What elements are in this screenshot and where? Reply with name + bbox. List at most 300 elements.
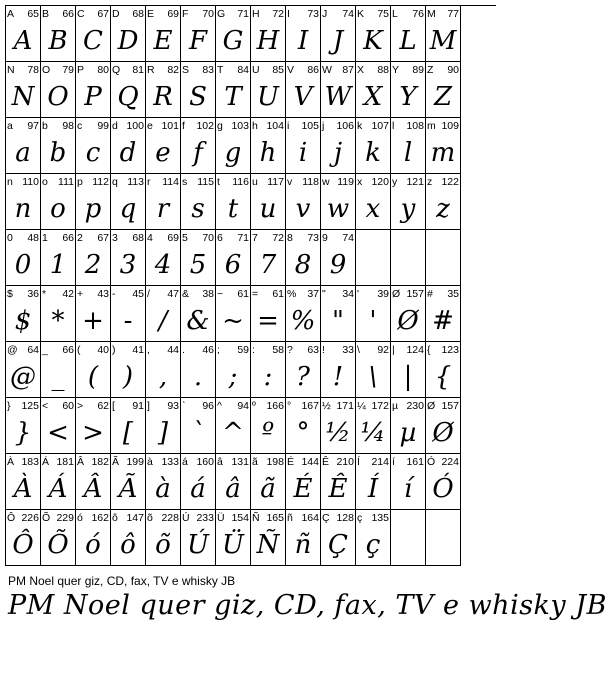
glyph-code: 85 — [272, 64, 284, 76]
glyph-label — [287, 176, 319, 188]
glyph-sample: P — [84, 81, 102, 112]
glyph-sample: ½ — [325, 417, 351, 448]
glyph-char: v — [287, 176, 293, 188]
glyph-sample: Õ — [47, 529, 69, 560]
glyph-code: 59 — [237, 344, 249, 356]
glyph-cell — [41, 6, 76, 62]
glyph-sample: Ã — [118, 473, 138, 504]
glyph-char: 6 — [217, 232, 223, 244]
glyph-sample: H — [256, 25, 280, 56]
glyph-label — [252, 64, 284, 76]
glyph-label — [252, 400, 284, 412]
glyph-char: A — [7, 8, 15, 20]
glyph-label — [182, 344, 214, 356]
glyph-code: 118 — [302, 176, 319, 188]
glyph-cell — [426, 286, 461, 342]
glyph-label — [357, 288, 389, 300]
glyph-label — [217, 400, 249, 412]
glyph-char: 2 — [77, 232, 83, 244]
glyph-char: - — [112, 288, 116, 300]
glyph-sample: m — [430, 137, 456, 168]
glyph-label — [182, 456, 214, 468]
glyph-sample: É — [293, 473, 313, 504]
glyph-cell — [216, 454, 251, 510]
glyph-char: e — [147, 120, 153, 132]
glyph-cell — [41, 342, 76, 398]
glyph-sample: _ — [51, 361, 65, 392]
glyph-char: ç — [357, 512, 363, 524]
glyph-char: T — [217, 64, 224, 76]
empty-cell — [426, 230, 461, 286]
glyph-code: 107 — [371, 120, 389, 132]
glyph-cell — [146, 6, 181, 62]
glyph-sample: / — [158, 305, 168, 336]
glyph-char: F — [182, 8, 189, 20]
glyph-code: 199 — [126, 456, 144, 468]
glyph-code: 69 — [167, 8, 179, 20]
glyph-label — [147, 64, 179, 76]
glyph-cell — [426, 62, 461, 118]
glyph-cell — [41, 398, 76, 454]
glyph-code: 226 — [21, 512, 39, 524]
glyph-code: 81 — [132, 64, 144, 76]
glyph-sample: , — [158, 361, 168, 392]
glyph-cell — [41, 454, 76, 510]
glyph-sample: 8 — [294, 249, 312, 280]
glyph-sample: 6 — [224, 249, 242, 280]
glyph-label — [217, 288, 249, 300]
glyph-cell — [181, 454, 216, 510]
glyph-label — [392, 8, 424, 20]
glyph-cell — [426, 174, 461, 230]
glyph-code: 160 — [196, 456, 214, 468]
glyph-code: 109 — [441, 120, 459, 132]
glyph-cell — [6, 454, 41, 510]
glyph-cell — [111, 398, 146, 454]
glyph-cell — [286, 62, 321, 118]
glyph-sample: ' — [369, 305, 377, 336]
glyph-sample: [ — [122, 417, 134, 448]
glyph-cell — [6, 62, 41, 118]
glyph-sample: : — [263, 361, 273, 392]
glyph-char: s — [182, 176, 188, 188]
glyph-cell — [181, 286, 216, 342]
glyph-code: 88 — [377, 64, 389, 76]
glyph-code: 183 — [21, 456, 39, 468]
glyph-label — [392, 344, 424, 356]
glyph-sample: ) — [122, 361, 134, 392]
glyph-cell — [181, 6, 216, 62]
glyph-sample: Ñ — [256, 529, 280, 560]
glyph-cell — [111, 286, 146, 342]
glyph-char: / — [147, 288, 150, 300]
glyph-cell — [286, 230, 321, 286]
glyph-char: ñ — [287, 512, 293, 524]
glyph-label — [77, 400, 109, 412]
glyph-char: H — [252, 8, 260, 20]
glyph-sample: g — [224, 137, 242, 168]
glyph-label — [147, 176, 179, 188]
glyph-sample: d — [119, 137, 137, 168]
glyph-char: o — [42, 176, 48, 188]
glyph-code: 63 — [307, 344, 319, 356]
glyph-cell — [146, 174, 181, 230]
glyph-char: Ü — [217, 512, 225, 524]
glyph-cell — [6, 230, 41, 286]
glyph-cell — [251, 6, 286, 62]
glyph-code: 43 — [97, 288, 109, 300]
glyph-cell — [146, 454, 181, 510]
glyph-code: 39 — [377, 288, 389, 300]
glyph-code: 165 — [266, 512, 284, 524]
glyph-char: d — [112, 120, 118, 132]
glyph-label — [427, 120, 459, 132]
glyph-code: 115 — [197, 176, 214, 188]
glyph-row — [6, 174, 496, 230]
glyph-code: 41 — [132, 344, 144, 356]
glyph-code: 68 — [132, 232, 144, 244]
glyph-code: 124 — [406, 344, 424, 356]
glyph-code: 48 — [27, 232, 39, 244]
glyph-sample: q — [119, 193, 137, 224]
glyph-char: & — [182, 288, 190, 300]
glyph-label — [77, 512, 109, 524]
glyph-cell — [286, 286, 321, 342]
glyph-char: ¼ — [357, 400, 366, 412]
glyph-code: 101 — [161, 120, 179, 132]
glyph-char: n — [7, 176, 13, 188]
glyph-code: 68 — [132, 8, 144, 20]
glyph-label — [147, 512, 179, 524]
glyph-label — [182, 512, 214, 524]
glyph-code: 113 — [127, 176, 144, 188]
glyph-cell — [146, 342, 181, 398]
glyph-char: $ — [7, 288, 13, 300]
glyph-cell — [111, 62, 146, 118]
glyph-sample: Ø — [397, 305, 419, 336]
glyph-code: 70 — [202, 8, 214, 20]
glyph-char: 3 — [112, 232, 118, 244]
glyph-code: 214 — [371, 456, 389, 468]
glyph-cell — [6, 510, 41, 566]
glyph-label — [7, 344, 39, 356]
glyph-sample: í — [403, 473, 413, 504]
glyph-label — [252, 344, 284, 356]
glyph-code: 102 — [196, 120, 214, 132]
glyph-row — [6, 510, 496, 566]
glyph-cell — [286, 454, 321, 510]
glyph-char: ' — [357, 288, 360, 300]
glyph-code: 76 — [412, 8, 424, 20]
glyph-row — [6, 118, 496, 174]
glyph-code: 66 — [62, 232, 74, 244]
glyph-char: w — [322, 176, 330, 188]
glyph-char: u — [252, 176, 258, 188]
glyph-cell — [251, 510, 286, 566]
glyph-label — [357, 176, 389, 188]
glyph-code: 84 — [237, 64, 249, 76]
glyph-char: Ô — [7, 512, 16, 524]
glyph-cell — [321, 398, 356, 454]
glyph-code: 58 — [272, 344, 284, 356]
glyph-code: 86 — [307, 64, 319, 76]
glyph-label — [322, 344, 354, 356]
glyph-label — [147, 456, 179, 468]
glyph-code: 66 — [62, 8, 74, 20]
glyph-code: 122 — [441, 176, 459, 188]
glyph-sample: h — [259, 137, 277, 168]
glyph-sample: z — [436, 193, 450, 224]
glyph-char: l — [392, 120, 395, 132]
glyph-char: } — [7, 400, 11, 412]
glyph-code: 233 — [196, 512, 214, 524]
glyph-label — [182, 8, 214, 20]
glyph-label — [427, 288, 459, 300]
glyph-sample: v — [295, 193, 311, 224]
glyph-row — [6, 62, 496, 118]
glyph-cell — [111, 6, 146, 62]
sample-caption: PM Noel quer giz, CD, fax, TV e whisky JB — [8, 574, 236, 588]
glyph-code: 103 — [231, 120, 249, 132]
glyph-char: à — [147, 456, 153, 468]
glyph-sample: * — [51, 305, 65, 336]
glyph-label — [287, 400, 319, 412]
glyph-code: 64 — [27, 344, 39, 356]
glyph-label — [392, 288, 424, 300]
glyph-row — [6, 6, 496, 62]
glyph-char: É — [287, 456, 295, 468]
glyph-label — [252, 8, 284, 20]
glyph-code: 78 — [27, 64, 39, 76]
glyph-label — [7, 64, 39, 76]
glyph-sample: Á — [48, 473, 68, 504]
glyph-label — [42, 288, 74, 300]
glyph-cell — [251, 174, 286, 230]
glyph-cell — [111, 454, 146, 510]
glyph-cell — [76, 398, 111, 454]
glyph-cell — [216, 62, 251, 118]
glyph-char: r — [147, 176, 151, 188]
glyph-char: ã — [252, 456, 258, 468]
glyph-label — [287, 64, 319, 76]
glyph-sample: ( — [87, 361, 99, 392]
glyph-cell — [6, 174, 41, 230]
glyph-char: ? — [287, 344, 293, 356]
glyph-code: 33 — [342, 344, 354, 356]
glyph-sample: F — [188, 25, 208, 56]
glyph-cell — [146, 62, 181, 118]
glyph-char: Ú — [182, 512, 190, 524]
glyph-cell — [111, 118, 146, 174]
glyph-sample: V — [293, 81, 313, 112]
glyph-cell — [251, 454, 286, 510]
glyph-cell — [111, 510, 146, 566]
glyph-code: 106 — [336, 120, 354, 132]
glyph-sample: B — [48, 25, 68, 56]
glyph-label — [42, 120, 74, 132]
glyph-char: h — [252, 120, 258, 132]
glyph-char: @ — [7, 344, 18, 356]
glyph-sample: Í — [367, 473, 379, 504]
glyph-char: 1 — [42, 232, 48, 244]
glyph-sample: w — [326, 193, 350, 224]
glyph-code: 181 — [56, 456, 74, 468]
glyph-char: 7 — [252, 232, 258, 244]
glyph-sample: ] — [157, 417, 169, 448]
glyph-cell — [146, 510, 181, 566]
glyph-char: Â — [77, 456, 85, 468]
glyph-code: 94 — [237, 400, 249, 412]
glyph-sample: = — [257, 305, 279, 336]
glyph-cell — [6, 342, 41, 398]
glyph-char: W — [322, 64, 332, 76]
glyph-label — [42, 8, 74, 20]
glyph-code: 71 — [237, 232, 249, 244]
glyph-label — [427, 344, 459, 356]
glyph-char: º — [252, 400, 256, 412]
glyph-char: ° — [287, 400, 292, 412]
glyph-code: 37 — [307, 288, 319, 300]
glyph-code: 60 — [62, 400, 74, 412]
glyph-char: g — [217, 120, 223, 132]
glyph-sample: u — [259, 193, 277, 224]
glyph-code: 99 — [97, 120, 109, 132]
glyph-sample: ã — [260, 473, 276, 504]
glyph-sample: . — [193, 361, 203, 392]
glyph-label — [322, 176, 354, 188]
glyph-sample: \ — [368, 361, 378, 392]
glyph-cell — [76, 454, 111, 510]
glyph-sample: Ó — [432, 473, 454, 504]
glyph-cell — [41, 286, 76, 342]
glyph-sample: Z — [433, 81, 453, 112]
glyph-label — [427, 64, 459, 76]
glyph-sample: T — [224, 81, 242, 112]
glyph-code: 46 — [202, 344, 214, 356]
empty-cell — [426, 510, 461, 566]
glyph-cell — [76, 510, 111, 566]
glyph-code: 35 — [447, 288, 459, 300]
glyph-sample: n — [14, 193, 32, 224]
glyph-label — [77, 176, 109, 188]
glyph-cell — [391, 286, 426, 342]
glyph-code: 117 — [267, 176, 284, 188]
glyph-sample: S — [189, 81, 207, 112]
glyph-cell — [251, 230, 286, 286]
glyph-char: ^ — [217, 400, 222, 412]
glyph-code: 147 — [126, 512, 144, 524]
glyph-char: t — [217, 176, 220, 188]
glyph-label — [182, 400, 214, 412]
glyph-sample: Q — [117, 81, 139, 112]
glyph-cell — [181, 510, 216, 566]
glyph-char: [ — [112, 400, 115, 412]
glyph-sample: K — [363, 25, 383, 56]
glyph-label — [147, 120, 179, 132]
glyph-sample: ; — [228, 361, 238, 392]
glyph-cell — [181, 342, 216, 398]
glyph-label — [392, 176, 424, 188]
glyph-cell — [6, 118, 41, 174]
glyph-code: 157 — [441, 400, 459, 412]
glyph-code: 45 — [132, 288, 144, 300]
glyph-cell — [216, 6, 251, 62]
glyph-char: ; — [217, 344, 220, 356]
glyph-label — [7, 456, 39, 468]
glyph-label — [112, 288, 144, 300]
glyph-code: 164 — [301, 512, 319, 524]
glyph-cell — [76, 342, 111, 398]
glyph-cell — [6, 286, 41, 342]
glyph-sample: á — [190, 473, 206, 504]
glyph-cell — [251, 398, 286, 454]
glyph-sample: G — [222, 25, 244, 56]
glyph-sample: @ — [10, 361, 36, 392]
glyph-cell — [251, 342, 286, 398]
glyph-char: O — [42, 64, 51, 76]
glyph-char: . — [182, 344, 185, 356]
glyph-code: 61 — [272, 288, 284, 300]
glyph-cell — [356, 118, 391, 174]
glyph-label — [287, 232, 319, 244]
glyph-cell — [356, 510, 391, 566]
glyph-label — [147, 400, 179, 412]
glyph-label — [7, 288, 39, 300]
glyph-label — [7, 512, 39, 524]
glyph-cell — [321, 510, 356, 566]
glyph-cell — [181, 62, 216, 118]
glyph-sample: | — [403, 361, 413, 392]
glyph-sample: ^ — [222, 417, 244, 448]
glyph-code: 172 — [371, 400, 389, 412]
glyph-sample: f — [193, 137, 203, 168]
glyph-char: + — [77, 288, 84, 300]
glyph-char: D — [112, 8, 120, 20]
glyph-char: k — [357, 120, 363, 132]
glyph-sample: & — [186, 305, 210, 336]
glyph-char: G — [217, 8, 226, 20]
glyph-code: 77 — [447, 8, 459, 20]
glyph-sample: > — [82, 417, 104, 448]
glyph-sample: 5 — [189, 249, 207, 280]
glyph-char: â — [217, 456, 223, 468]
glyph-label — [287, 8, 319, 20]
glyph-char: Z — [427, 64, 434, 76]
glyph-cell — [391, 342, 426, 398]
glyph-char: õ — [147, 512, 153, 524]
glyph-label — [427, 8, 459, 20]
glyph-label — [287, 288, 319, 300]
glyph-cell — [356, 342, 391, 398]
glyph-cell — [146, 286, 181, 342]
sample-script-rendering: PM Noel quer giz, CD, fax, TV e whisky JB — [8, 590, 607, 621]
glyph-char: # — [427, 288, 433, 300]
glyph-char: X — [357, 64, 365, 76]
glyph-sample: 0 — [14, 249, 32, 280]
glyph-cell — [286, 174, 321, 230]
glyph-char: M — [427, 8, 436, 20]
glyph-char: ó — [77, 512, 83, 524]
glyph-label — [42, 344, 74, 356]
glyph-code: 38 — [202, 288, 214, 300]
glyph-char: q — [112, 176, 118, 188]
glyph-sample: - — [123, 305, 133, 336]
glyph-label — [7, 176, 39, 188]
glyph-label — [42, 456, 74, 468]
empty-cell — [391, 510, 426, 566]
glyph-label — [42, 232, 74, 244]
glyph-label — [42, 400, 74, 412]
